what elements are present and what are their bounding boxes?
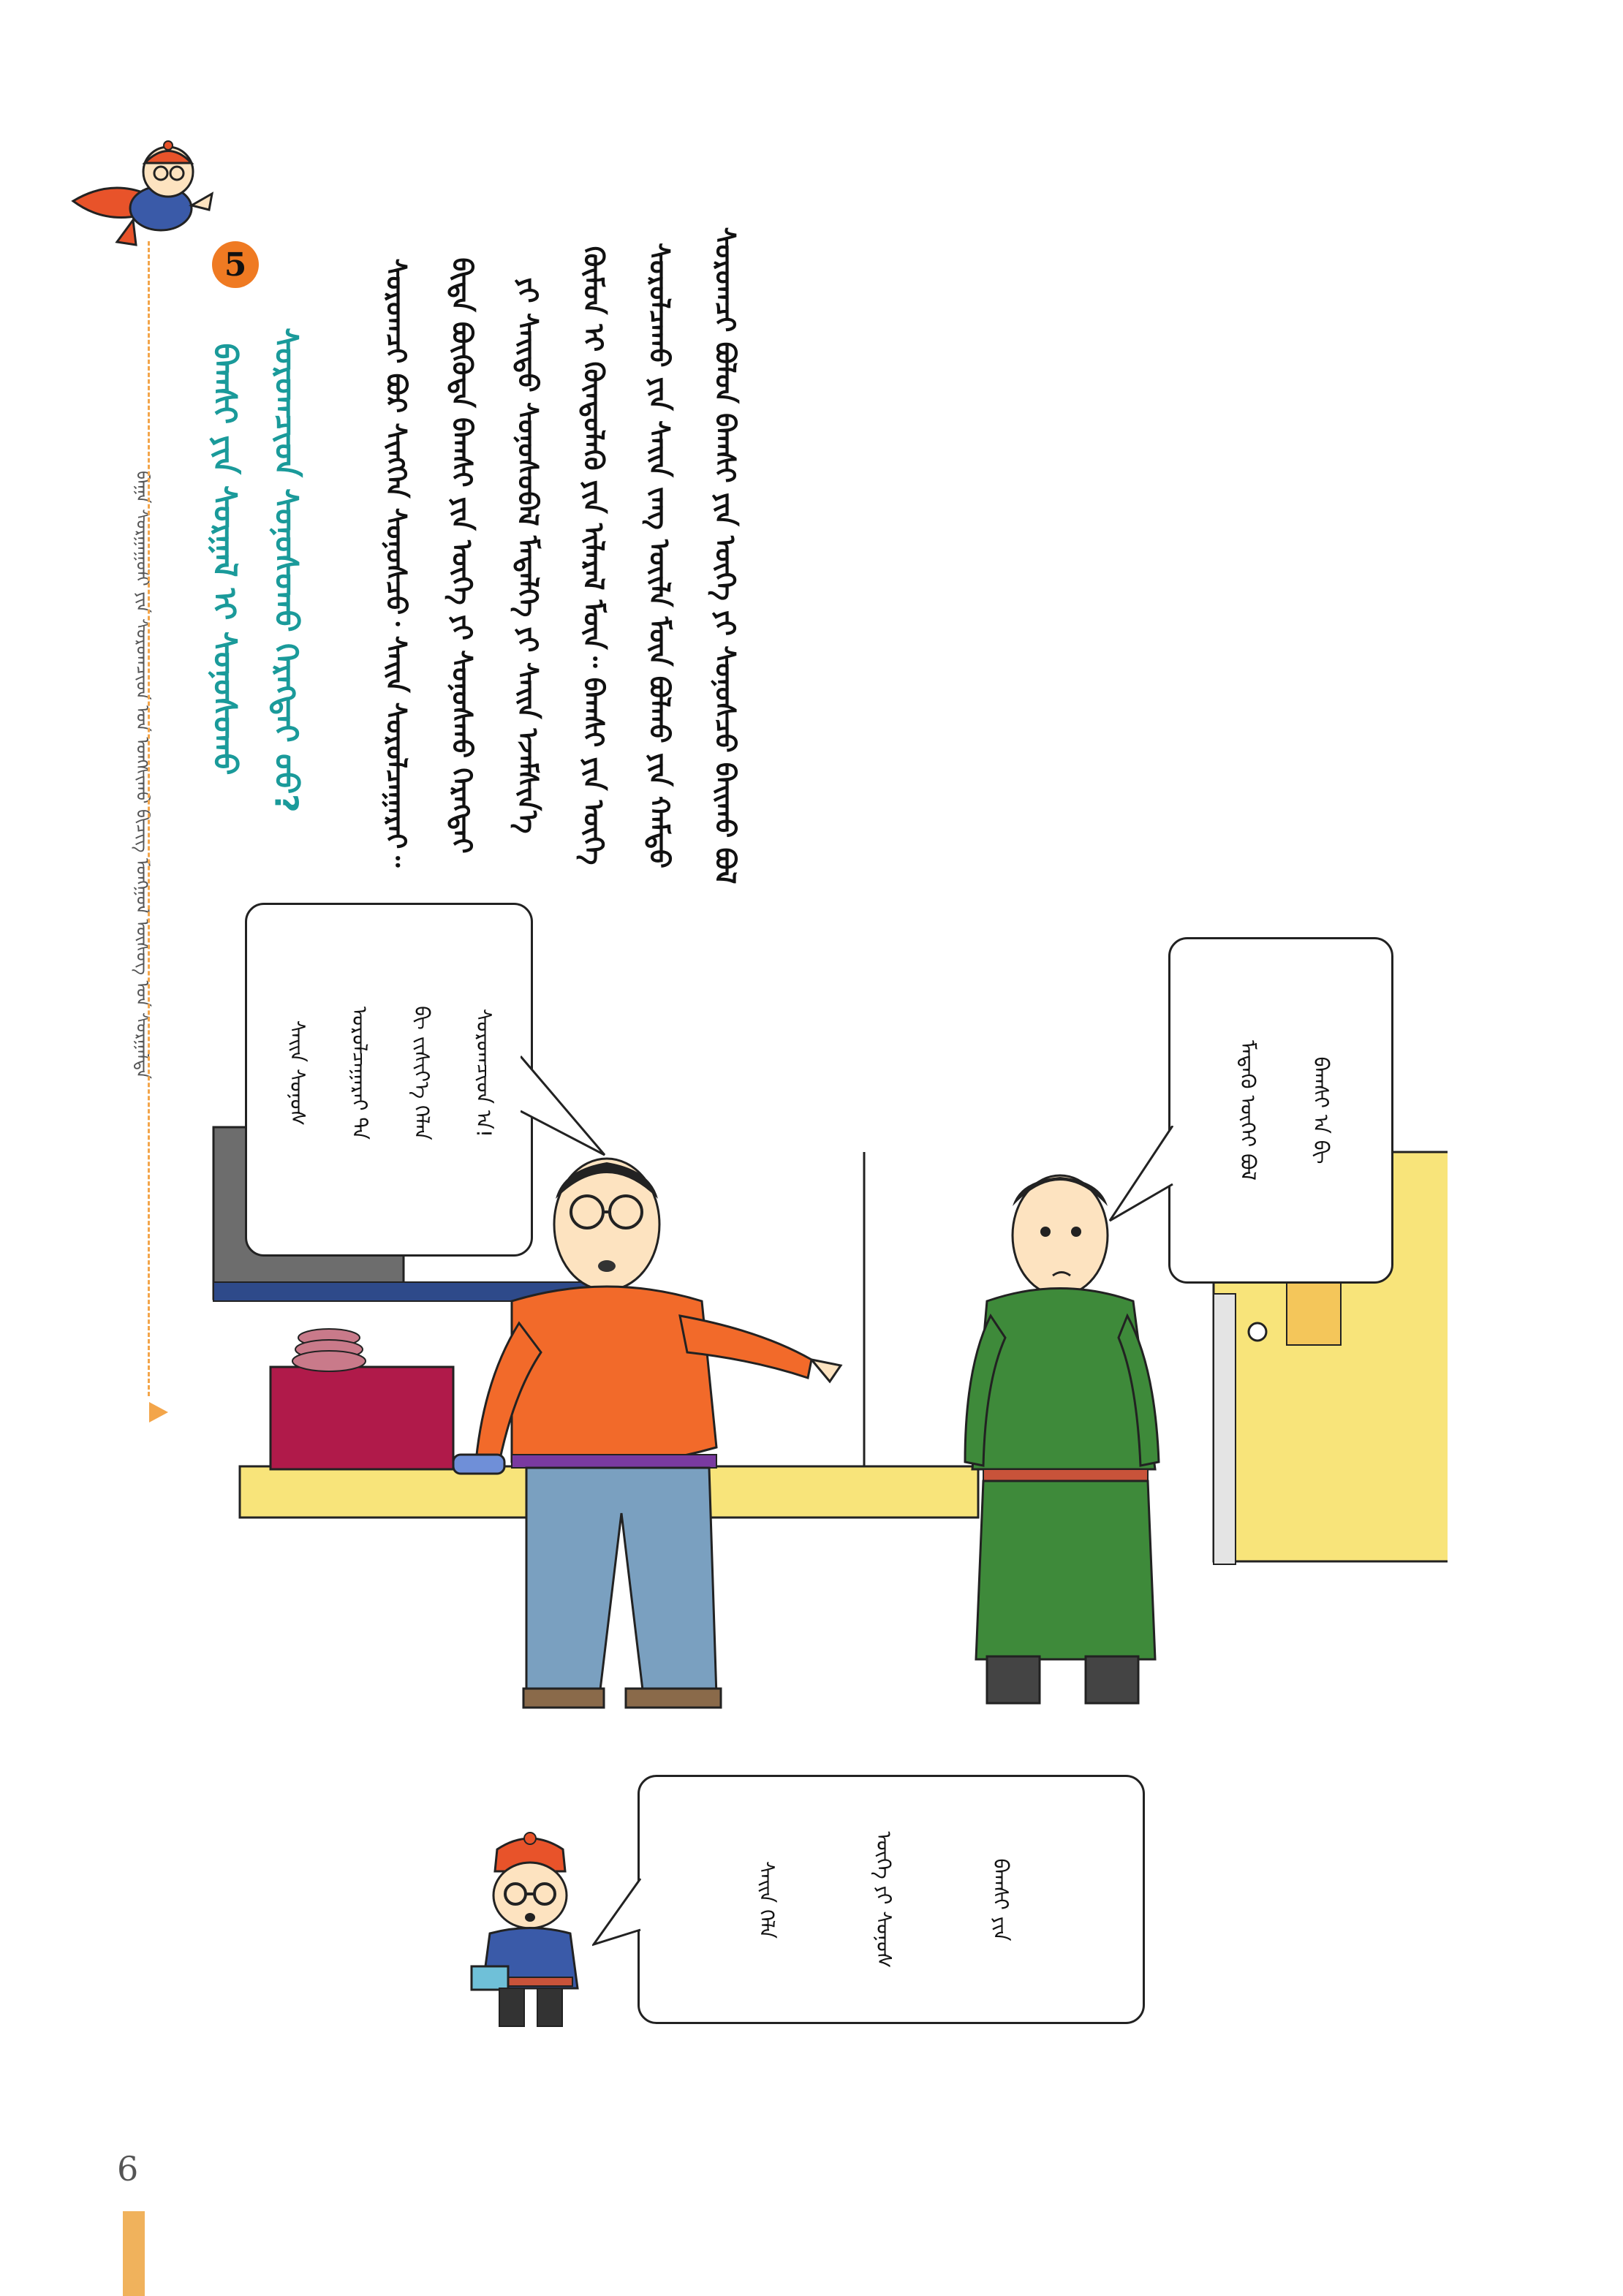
student-bubble-line-1: ᠪᠠᠭᠰᠢ ᠠ ᠪᠢ	[1309, 1056, 1333, 1164]
flying-mascot-icon	[66, 135, 219, 267]
student-bubble-tail-icon	[1108, 1126, 1174, 1228]
mascot-bubble-line-1: ᠪᠠᠭᠰᠢ ᠶᠢᠨ	[988, 1858, 1013, 1941]
teacher-bubble-line-2: ᠪᠢ ᠵᠢᠱᠢᠶ᠎ᠡ ᠬᠡᠯᠡᠨ	[409, 1006, 434, 1140]
body-line-2: ᠰᠤᠷᠤᠯᠴᠠᠬᠤ ᠶᠢᠨ ᠰᠠᠢᠨ ᠵᠠᠩ ᠦᠢᠯᠡ ᠮᠦᠨ ᠪᠣᠯᠬᠤ ᠶᠢᠨ ᠬᠠᠮᠲᠤ	[643, 243, 676, 868]
teacher-bubble-line-3: ᠣᠷᠤᠯᠴᠠᠭᠠᠷᠠᠢ ᠲᠠ	[347, 1006, 372, 1140]
section-number-badge: 5	[212, 241, 259, 288]
running-header: ᠪᠠᠭᠠ ᠰᠤᠷᠭᠠᠭᠤᠯᠢ ᠶᠢᠨ ᠰᠤᠷᠤᠭᠴᠢᠳ ᠤᠨ ᠤᠩᠰᠢᠬᠤ ᠪᠢᠴᠢᠭ ᠮᠣᠩᠭᠣᠯ ᠦᠰᠦᠭ ᠤᠨ ᠰᠤᠷᠭᠠᠯᠲᠠ	[132, 471, 153, 1079]
body-line-4: ᠶᠢ ᠰᠠᠢᠲᠤ ᠰᠣᠨᠣᠰᠣᠪᠠᠯ ᠮᠡᠳᠡᠯᠭᠡ ᠶᠢ ᠰᠠᠢᠨ ᠡᠵᠡᠮᠰᠢᠨ᠎ᠡ	[512, 277, 544, 834]
page-number: 6	[117, 2149, 139, 2189]
student-figure	[965, 1175, 1159, 1703]
section-title-line-1: ᠪᠠᠭᠰᠢ ᠶᠢᠨ ᠰᠤᠷᠭᠠᠯ ᠢ ᠰᠣᠨᠣᠰᠣᠬᠤ	[205, 343, 243, 776]
section-title-line-2: ᠰᠤᠷᠤᠭᠴᠢᠳ ᠰᠣᠨᠣᠰᠣᠬᠤ ᠬᠡᠷᠡᠭᠲᠡᠢ ᠤᠤ?	[267, 327, 305, 813]
teacher-bubble-tail-icon	[521, 1053, 608, 1162]
teacher-speech-bubble	[245, 903, 533, 1257]
mascot-bubble-line-2: ᠦᠭᠡ ᠶᠢ ᠰᠣᠨᠣᠰ	[871, 1831, 896, 1969]
student-bubble-line-2: ᠮᠡᠳᠡᠬᠦ ᠦᠭᠡᠢ ᠪᠣᠯ	[1236, 1040, 1260, 1181]
body-line-6: ᠰᠤᠷᠤᠭᠴᠢ ᠪᠤᠷ ᠰᠢᠩᠭᠡᠨ ᠰᠣᠨᠣᠰᠴᠤ᠂ ᠰᠠᠢᠨ ᠰᠤᠷᠤᠯᠴᠠᠭᠠᠷᠠᠢ᠃	[380, 258, 412, 868]
page-marker-bar	[123, 2211, 145, 2296]
body-line-5: ᠪᠢᠳᠡ ᠪᠦᠬᠦᠳᠡ ᠪᠠᠭᠰᠢ ᠶᠢᠨ ᠦᠭᠡ ᠶᠢ ᠰᠣᠨᠣᠰᠬᠤ ᠬᠡᠷᠡᠭᠲᠡᠢ	[446, 257, 478, 854]
teacher-bubble-line-4: ᠰᠠᠢᠨ ᠰᠣᠨᠣᠰ	[285, 1020, 310, 1126]
student-speech-bubble	[1168, 937, 1393, 1284]
arrow-marker-icon	[149, 1402, 168, 1422]
mascot-bubble-line-3: ᠰᠠᠢᠨ ᠬᠡᠯᠡ	[754, 1860, 779, 1939]
teacher-bubble-line-1: ᠰᠤᠷᠤᠭᠴᠢᠳ ᠠ!	[472, 1008, 496, 1138]
body-line-3: ᠬᠦᠮᠦᠨ ᠢ ᠬᠦᠨᠳᠦᠯᠡᠬᠦ ᠶᠢᠨ ᠢᠯᠡᠷᠡᠯ ᠮᠥᠨ᠃ ᠪᠠᠭᠰᠢ ᠶᠢᠨ ᠦᠭᠡ	[578, 246, 610, 865]
body-line-1: ᠰᠤᠷᠤᠭᠴᠢ ᠪᠤᠯᠤᠨ ᠪᠠᠭᠰᠢ ᠶᠢᠨ ᠦᠭᠡ ᠶᠢ ᠰᠣᠨᠣᠰᠴᠤ ᠪᠠᠢᠬᠤ ᠪᠣᠯ	[709, 227, 741, 884]
header-dashed-line	[148, 241, 150, 1396]
mascot-speech-bubble	[638, 1775, 1145, 2024]
mascot-character-icon	[457, 1831, 603, 2039]
